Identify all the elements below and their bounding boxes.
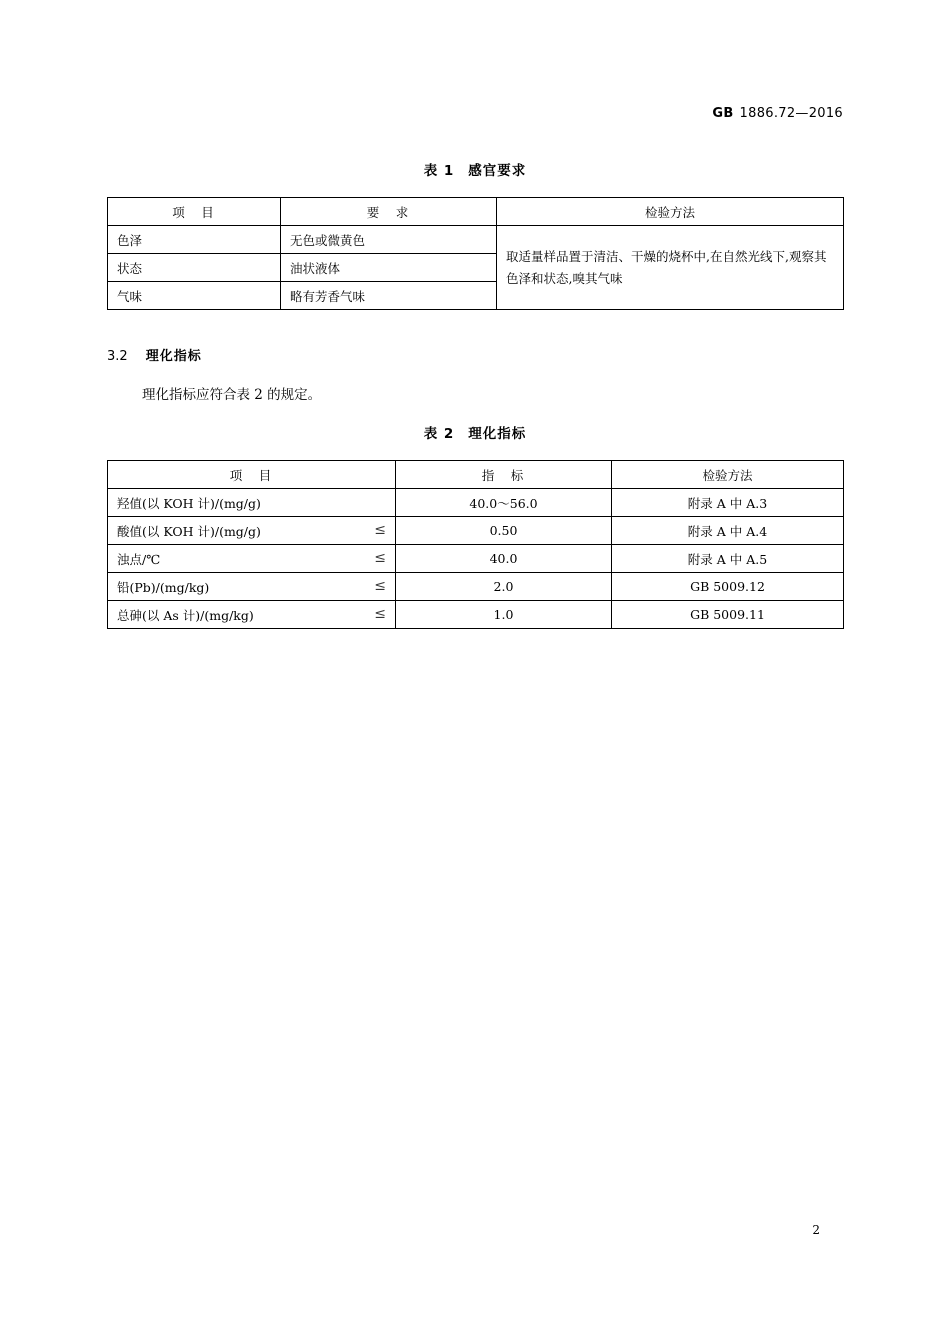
method-cell: 附录 A 中 A.4 xyxy=(612,517,844,545)
limit-symbol: ≤ xyxy=(374,605,386,622)
value-cell: 40.0～56.0 xyxy=(396,489,612,517)
item-cell xyxy=(108,601,396,629)
section-title: 理化指标 xyxy=(145,349,202,364)
table-row xyxy=(108,545,844,573)
item-cell xyxy=(108,545,396,573)
section-paragraph: 理化指标应符合表 2 的规定。 xyxy=(142,387,322,403)
page-number: 2 xyxy=(812,1223,820,1237)
section-number: 3.2 xyxy=(107,349,128,364)
item-label: 总砷(以 As 计)/(mg/kg) xyxy=(117,607,254,623)
table-header-row xyxy=(108,198,844,226)
physicochemical-table xyxy=(107,460,844,629)
item-cell xyxy=(108,573,396,601)
table2-caption xyxy=(0,422,950,442)
limit-symbol: ≤ xyxy=(374,549,386,566)
column-header: 检验方法 xyxy=(612,461,844,489)
item-label: 铅(Pb)/(mg/kg) xyxy=(117,579,210,595)
standard-header xyxy=(712,106,843,121)
table1-title: 感官要求 xyxy=(468,163,527,179)
item-cell xyxy=(108,517,396,545)
table2-number: 表 2 xyxy=(423,426,455,442)
method-cell: 附录 A 中 A.3 xyxy=(612,489,844,517)
value-cell: 40.0 xyxy=(396,545,612,573)
value-cell: 0.50 xyxy=(396,517,612,545)
method-cell: GB 5009.11 xyxy=(612,601,844,629)
column-header: 项 目 xyxy=(108,461,396,489)
value-cell: 2.0 xyxy=(396,573,612,601)
limit-symbol: ≤ xyxy=(374,521,386,538)
limit-symbol: ≤ xyxy=(374,577,386,594)
table1-number: 表 1 xyxy=(423,163,455,179)
section-heading xyxy=(107,345,202,364)
sensory-requirements-table xyxy=(107,197,844,310)
item-label: 羟值(以 KOH 计)/(mg/g) xyxy=(117,495,261,511)
table-row xyxy=(108,517,844,545)
method-cell: GB 5009.12 xyxy=(612,573,844,601)
table-row xyxy=(108,573,844,601)
method-cell: 附录 A 中 A.5 xyxy=(612,545,844,573)
item-cell xyxy=(108,489,396,517)
standard-code: GB xyxy=(712,106,734,121)
column-header: 要 求 xyxy=(281,198,497,226)
column-header: 指 标 xyxy=(396,461,612,489)
standard-number: 1886.72—2016 xyxy=(739,106,843,121)
table2-title: 理化指标 xyxy=(468,426,527,442)
item-cell: 气味 xyxy=(108,282,281,310)
item-label: 浊点/℃ xyxy=(117,551,161,567)
column-header: 项 目 xyxy=(108,198,281,226)
requirement-cell: 油状液体 xyxy=(281,254,497,282)
item-cell: 状态 xyxy=(108,254,281,282)
item-label: 酸值(以 KOH 计)/(mg/g) xyxy=(117,523,261,539)
column-header: 检验方法 xyxy=(497,198,844,226)
table-row xyxy=(108,601,844,629)
requirement-cell: 无色或微黄色 xyxy=(281,226,497,254)
requirement-cell: 略有芳香气味 xyxy=(281,282,497,310)
table-row xyxy=(108,489,844,517)
value-cell: 1.0 xyxy=(396,601,612,629)
table1-caption xyxy=(0,159,950,179)
table-header-row xyxy=(108,461,844,489)
table-row xyxy=(108,226,844,254)
item-cell: 色泽 xyxy=(108,226,281,254)
method-cell: 取适量样品置于清洁、干燥的烧杯中,在自然光线下,观察其色泽和状态,嗅其气味 xyxy=(497,226,844,310)
